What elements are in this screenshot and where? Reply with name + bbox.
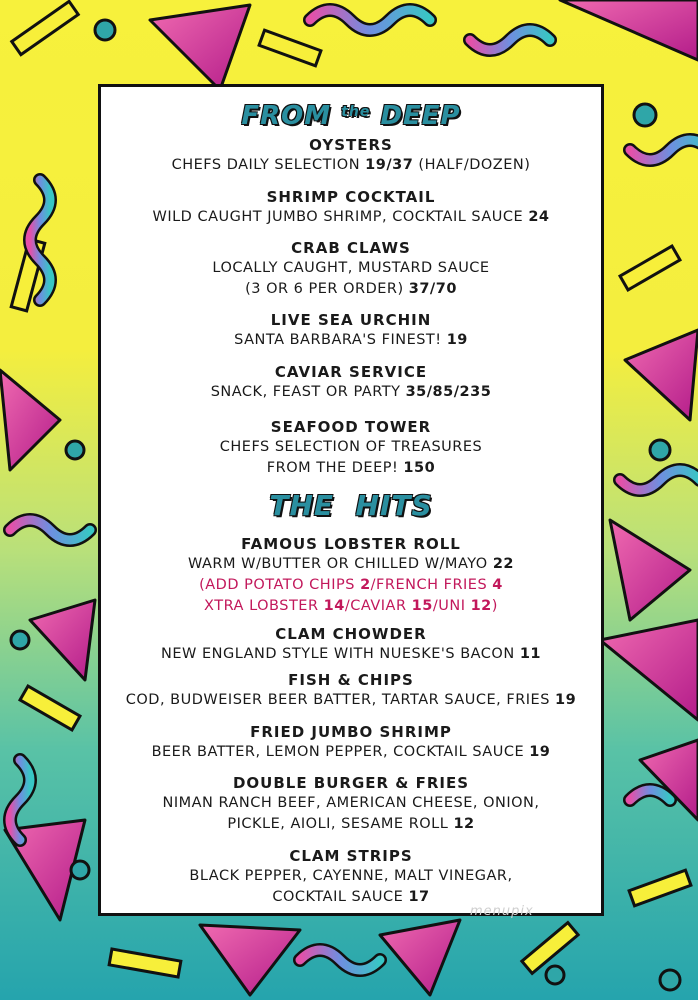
menu-item-fried-jumbo-shrimp: FRIED JUMBO SHRIMP BEER BATTER, LEMON PEPPER, COCKTAIL SAUCE 19 bbox=[151, 723, 551, 760]
menu-item-famous-lobster-roll: FAMOUS LOBSTER ROLL WARM W/BUTTER OR CHILLED W/MAYO 22 (ADD POTATO CHIPS 2/FRENCH FRIES 4 XTRA LOBSTER 14/CAVIAR 15/UNI 12) bbox=[101, 535, 601, 617]
lobster-roll-addons-line-2: XTRA LOBSTER 14/CAVIAR 15/UNI 12) bbox=[204, 598, 498, 614]
menu-item-caviar-service: CAVIAR SERVICE SNACK, FEAST OR PARTY 35/85/235 bbox=[210, 363, 492, 400]
menu-item-fish-and-chips: FISH & CHIPS COD, BUDWEISER BEER BATTER, TARTAR SAUCE, FRIES 19 bbox=[125, 671, 577, 708]
section-title-from-the-deep: FROM $^{the}$ DEEP bbox=[241, 101, 461, 131]
menu-item-live-sea-urchin: LIVE SEA URCHIN SANTA BARBARA'S FINEST! 19 bbox=[234, 311, 468, 348]
menu-card bbox=[98, 84, 604, 916]
lobster-roll-addons-line-1: (ADD POTATO CHIPS 2/FRENCH FRIES 4 bbox=[199, 577, 503, 593]
menu-item-oysters: OYSTERS CHEFS DAILY SELECTION 19/37 (HALF/DOZEN) bbox=[171, 136, 531, 173]
menu-item-double-burger-and-fries: DOUBLE BURGER & FRIES NIMAN RANCH BEEF, AMERICAN CHEESE, ONION, PICKLE, AIOLI, SESAME ROLL 12 bbox=[162, 774, 540, 832]
menu-item-shrimp-cocktail: SHRIMP COCKTAIL WILD CAUGHT JUMBO SHRIMP, COCKTAIL SAUCE 24 bbox=[152, 188, 550, 225]
menu-item-clam-chowder: CLAM CHOWDER NEW ENGLAND STYLE WITH NUESKE'S BACON 11 bbox=[161, 625, 541, 662]
menu-item-crab-claws: CRAB CLAWS LOCALLY CAUGHT, MUSTARD SAUCE (3 OR 6 PER ORDER) 37/70 bbox=[212, 239, 490, 297]
watermark: menupix bbox=[470, 904, 534, 919]
menu-item-clam-strips: CLAM STRIPS BLACK PEPPER, CAYENNE, MALT VINEGAR, COCKTAIL SAUCE 17 bbox=[189, 847, 513, 905]
menu-item-seafood-tower: SEAFOOD TOWER CHEFS SELECTION OF TREASURES FROM THE DEEP! 150 bbox=[219, 418, 483, 476]
section-title-the-hits: THE HITS bbox=[269, 489, 433, 522]
